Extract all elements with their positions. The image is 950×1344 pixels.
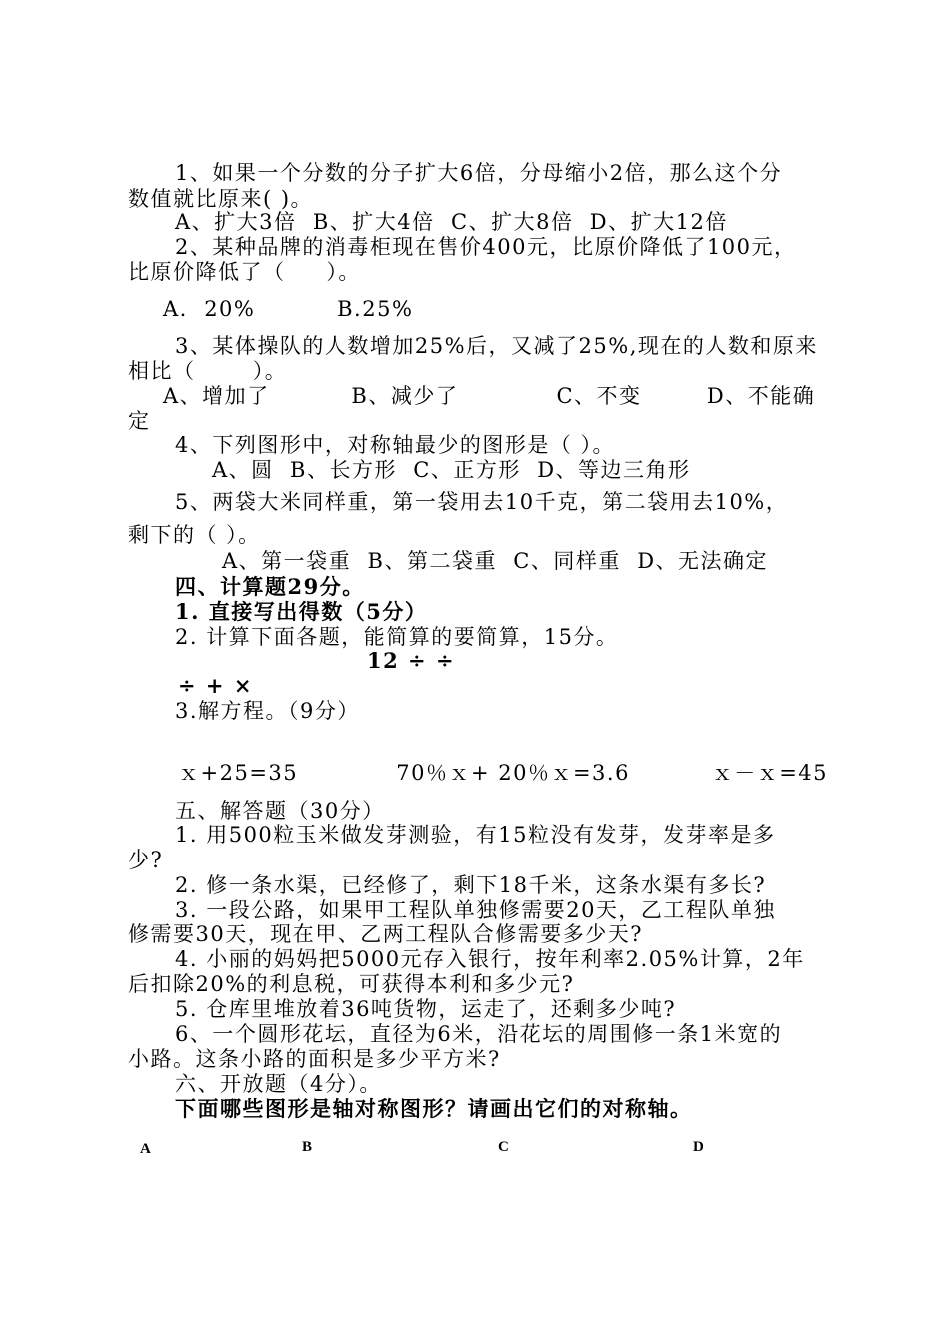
p2-line1: 2. 修一条水渠，已经修了，剩下18千米，这条水渠有多长?	[175, 873, 767, 897]
p6-line1: 6、一个圆形花坛，直径为6米，沿花坛的周围修一条1米宽的	[175, 1022, 783, 1046]
q3-options: A、增加了 B、减少了 C、不变 D、不能确	[163, 384, 816, 408]
shape-label-c: C	[498, 1139, 509, 1155]
q3-options-wrap: 定	[128, 409, 151, 433]
p3-line2: 修需要30天，现在甲、乙两工程队合修需要多少天?	[128, 922, 643, 946]
p5-line1: 5. 仓库里堆放着36吨货物，运走了，还剩多少吨?	[175, 997, 677, 1021]
p1-line2: 少?	[128, 848, 164, 872]
p1-line1: 1. 用500粒玉米做发芽测验，有15粒没有发芽，发芽率是多	[175, 823, 776, 847]
shape-label-b: B	[302, 1139, 313, 1155]
q4-options: A、圆 B、长方形 C、正方形 D、等边三角形	[212, 458, 691, 482]
calc-expression-2: ÷ + ×	[178, 673, 253, 698]
q5-options: A、第一袋重 B、第二袋重 C、同样重 D、无法确定	[222, 549, 769, 573]
section-4-heading: 四、计算题29分。	[175, 574, 365, 599]
q5-line2: 剩下的（ ）。	[128, 523, 261, 547]
q1-options: A、扩大3倍 B、扩大4倍 C、扩大8倍 D、扩大12倍	[175, 210, 728, 234]
p4-line1: 4. 小丽的妈妈把5000元存入银行，按年利率2.05%计算，2年	[175, 947, 805, 971]
equations-heading: 3.解方程。（9分）	[175, 699, 360, 723]
q3-line1: 3、某体操队的人数增加25%后，又减了25%,现在的人数和原来	[175, 334, 818, 358]
q2-line2: 比原价降低了（ ）。	[128, 260, 361, 284]
section-6-prompt: 下面哪些图形是轴对称图形？请画出它们的对称轴。	[175, 1096, 693, 1121]
q1-line1: 1、如果一个分数的分子扩大6倍，分母缩小2倍，那么这个分	[175, 161, 783, 185]
equations-row: ｘ+25=35 70％ｘ+ 20％ｘ=3.6 ｘ－ｘ=45	[178, 761, 829, 785]
p3-line1: 3. 一段公路，如果甲工程队单独修需要20天，乙工程队单独	[175, 898, 776, 922]
section-5-heading: 五、解答题（30分）	[175, 799, 385, 823]
q2-line1: 2、某种品牌的消毒柜现在售价400元，比原价降低了100元，	[175, 235, 797, 259]
q3-line2: 相比（ ）。	[128, 359, 288, 383]
q4-line1: 4、下列图形中，对称轴最少的图形是（ ）。	[175, 433, 616, 457]
q1-line2: 数值就比原来( )。	[128, 187, 314, 211]
calc-part-2: 2. 计算下面各题，能简算的要简算，15分。	[175, 625, 619, 649]
calc-part-1: 1. 直接写出得数（5分）	[175, 599, 428, 624]
p4-line2: 后扣除20%的利息税，可获得本利和多少元?	[128, 972, 575, 996]
p6-line2: 小路。这条小路的面积是多少平方米?	[128, 1047, 501, 1071]
q2-options: A. 20% B.25%	[163, 297, 414, 321]
q5-line1: 5、两袋大米同样重，第一袋用去10千克，第二袋用去10%，	[175, 490, 789, 514]
calc-expression-1: 12 ÷ ÷	[367, 648, 456, 673]
section-6-heading: 六、开放题（4分）。	[175, 1072, 382, 1096]
shape-label-d: D	[693, 1139, 704, 1155]
shape-label-a: A	[140, 1141, 151, 1157]
